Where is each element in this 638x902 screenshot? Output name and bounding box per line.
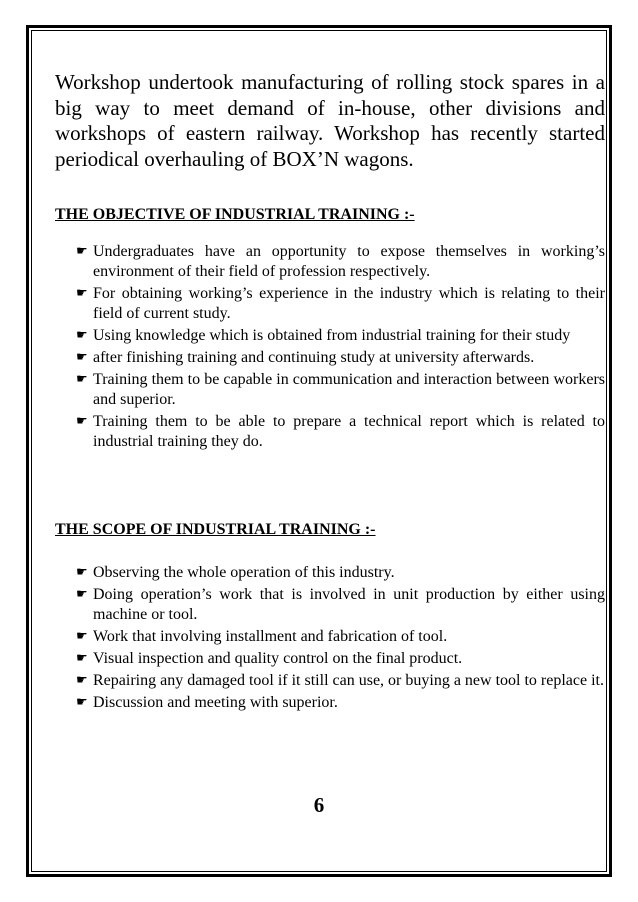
pointing-hand-icon: ☛ — [76, 328, 88, 343]
list-item-text: Work that involving installment and fabrication of tool. — [93, 628, 448, 645]
pointing-hand-icon: ☛ — [76, 372, 88, 387]
pointing-hand-icon: ☛ — [76, 587, 88, 602]
list-item — [76, 671, 605, 691]
list-item — [76, 242, 605, 282]
list-item-text: after finishing training and continuing study at university afterwards. — [93, 349, 535, 366]
list-item — [76, 348, 605, 368]
list-item-text: Repairing any damaged tool if it still can use, or buying a new tool to replace it. — [93, 672, 604, 689]
page-number: 6 — [313, 793, 325, 817]
pointing-hand-icon: ☛ — [76, 651, 88, 666]
document-content — [55, 70, 605, 711]
list-item-text: Training them to be capable in communication and interaction between workers and superior. — [93, 371, 605, 408]
list-item-text: Visual inspection and quality control on the final product. — [93, 650, 463, 667]
list-item-text: Doing operation’s work that is involved in unit production by either using machine or tool. — [93, 586, 605, 623]
pointing-hand-icon: ☛ — [76, 286, 88, 301]
scope-heading: THE SCOPE OF INDUSTRIAL TRAINING :- — [55, 521, 376, 538]
list-item-text: Undergraduates have an opportunity to expose themselves in working’s environment of their field of profession respectively. — [93, 243, 605, 280]
list-item-text: Training them to be able to prepare a technical report which is related to industrial training they do. — [93, 413, 605, 450]
list-item-text: Discussion and meeting with superior. — [93, 694, 338, 711]
list-item-text: For obtaining working’s experience in the industry which is relating to their field of current study. — [93, 285, 605, 322]
list-item — [76, 649, 605, 669]
list-item — [76, 627, 605, 647]
list-item — [76, 693, 605, 713]
list-item — [76, 284, 605, 324]
list-item — [76, 585, 605, 625]
list-item-text: Using knowledge which is obtained from industrial training for their study — [93, 327, 571, 344]
objective-list — [76, 242, 605, 454]
pointing-hand-icon: ☛ — [76, 629, 88, 644]
pointing-hand-icon: ☛ — [76, 565, 88, 580]
pointing-hand-icon: ☛ — [76, 673, 88, 688]
list-item-text: Observing the whole operation of this industry. — [93, 564, 395, 581]
pointing-hand-icon: ☛ — [76, 244, 88, 259]
pointing-hand-icon: ☛ — [76, 695, 88, 710]
list-item — [76, 412, 605, 452]
pointing-hand-icon: ☛ — [76, 350, 88, 365]
list-item — [76, 326, 605, 346]
pointing-hand-icon: ☛ — [76, 414, 88, 429]
scope-list — [76, 563, 605, 715]
list-item — [76, 370, 605, 410]
objective-heading: THE OBJECTIVE OF INDUSTRIAL TRAINING :- — [55, 206, 415, 223]
intro-paragraph: Workshop undertook manufacturing of rolling stock spares in a big way to meet demand of in-house, other divisions and workshops of eastern railway. Workshop has recently started periodical overhauling of BOX’N wagons. — [55, 70, 605, 171]
list-item — [76, 563, 605, 583]
